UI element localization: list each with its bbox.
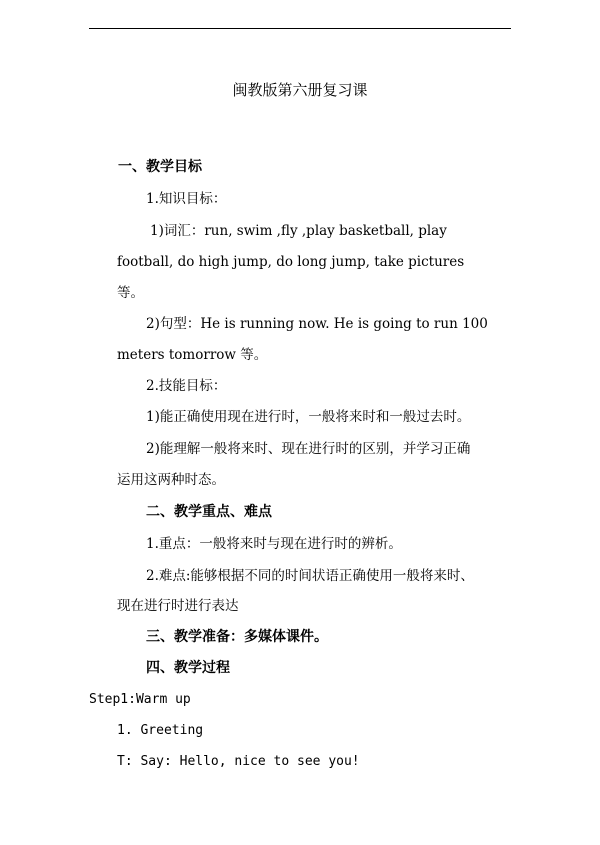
teacher-say-line: T: Say: Hello, nice to see you! (117, 754, 360, 769)
greeting-item: 1. Greeting (117, 723, 204, 738)
difficulty-line-1: 2.难点:能够根据不同的时间状语正确使用一般将来时、 (146, 568, 474, 584)
step-1-heading: Step1:Warm up (89, 692, 191, 707)
sentence-line-2: meters tomorrow 等。 (117, 347, 268, 363)
skill-objectives-heading: 2.技能目标： (146, 378, 227, 394)
knowledge-objectives-heading: 1.知识目标： (146, 191, 227, 207)
vocab-line-3: 等。 (117, 285, 144, 301)
key-point: 1.重点：一般将来时与现在进行时的辨析。 (146, 536, 402, 552)
skill-item-1: 1)能正确使用现在进行时，一般将来时和一般过去时。 (146, 409, 471, 425)
skill-item-2-line-2: 运用这两种时态。 (117, 472, 225, 488)
skill-item-2-line-1: 2)能理解一般将来时、现在进行时的区别，并学习正确 (146, 441, 471, 457)
section-heading-key-points: 二、教学重点、难点 (146, 504, 272, 520)
difficulty-line-2: 现在进行时进行表达 (117, 598, 239, 614)
section-heading-objectives: 一、教学目标 (118, 159, 202, 175)
vocab-line-2: football, do high jump, do long jump, take pictures (117, 254, 465, 270)
sentence-line-1: 2)句型：He is running now. He is going to run 100 (146, 316, 488, 332)
document-title: 闽教版第六册复习课 (232, 81, 368, 99)
section-heading-process: 四、教学过程 (146, 660, 230, 676)
header-rule (89, 28, 511, 29)
vocab-line-1: 1)词汇：run, swim ,fly ,play basketball, play (150, 223, 447, 239)
section-heading-preparation: 三、教学准备：多媒体课件。 (146, 629, 328, 645)
